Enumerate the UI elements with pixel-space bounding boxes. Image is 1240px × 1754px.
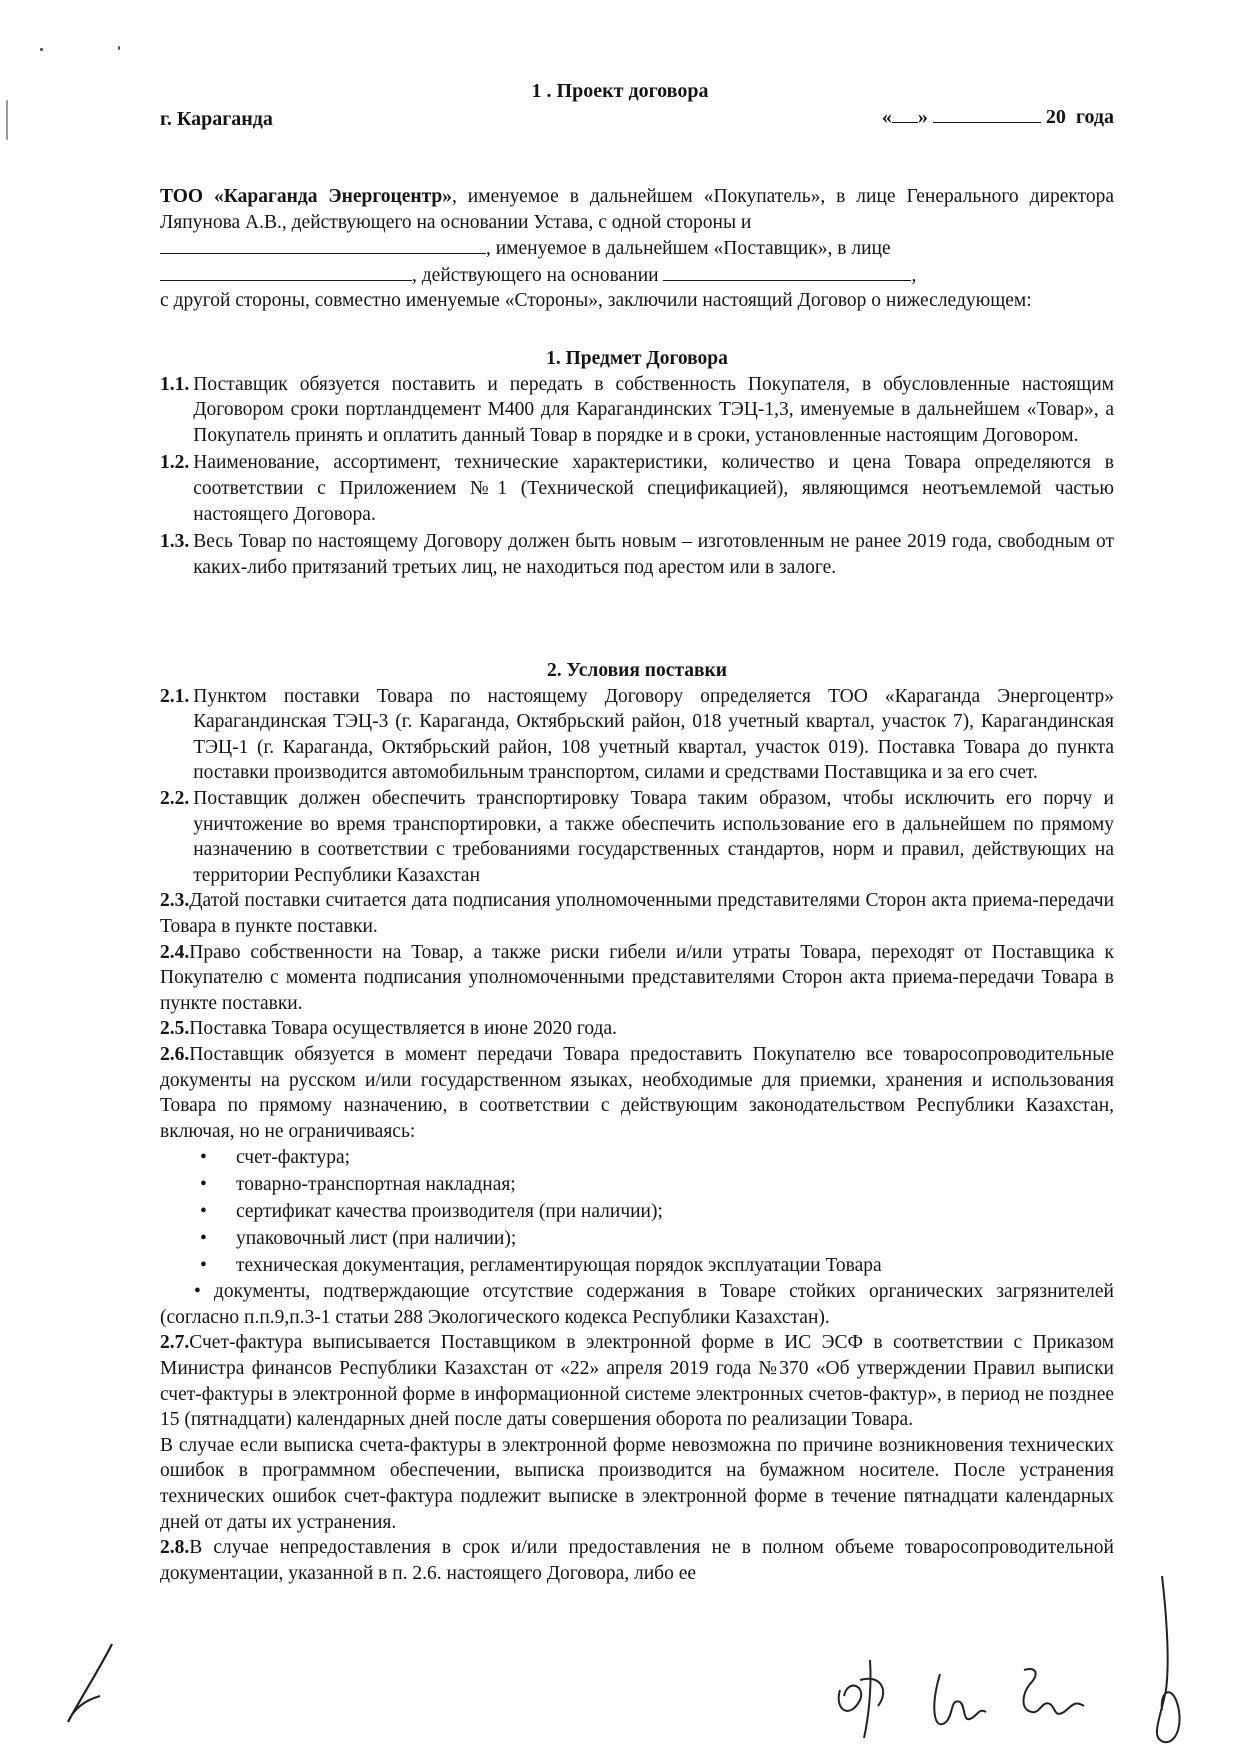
section-2 [160, 658, 1114, 1586]
basis-blank [663, 262, 911, 281]
preamble-para-2: , именуемое в дальнейшем «Поставщик», в лице [160, 235, 1114, 262]
clause-1-2: 1.2. Наименование, ассортимент, технические характеристики, количество и цена Товара определяются в соответствии с Приложением №1 (Технической спецификацией), являющимся неотъемлемой частью настоящего Договора. [160, 452, 1114, 525]
signature-2 [920, 1668, 990, 1738]
signature-initials-left [60, 1638, 120, 1728]
scan-speck [6, 100, 8, 140]
signature-3 [1010, 1660, 1090, 1730]
documents-list-extra: • документы, подтверждающие отсутствие содержания в Товаре стойких органических загрязнителей (согласно п.п.9,п.3-1 статьи 288 Экологического кодекса Республики Казахстан). [160, 1281, 1114, 1328]
list-item: • сертификат качества производителя (при наличии); [200, 1198, 1114, 1225]
preamble-para-3: , действующего на основании , [160, 262, 1114, 289]
section-1-heading: 1. Предмет Договора [546, 348, 728, 369]
list-item: • техническая документация, регламентирующая порядок эксплуатации Товара [200, 1252, 1114, 1279]
preamble-para-1: ТОО «Караганда Энергоцентр», именуемое в дальнейшем «Покупатель», в лице Генерального директора Ляпунова А.В., действующего на основании Устава, с одной стороны и [160, 186, 1114, 233]
clause-2-4: 2.4.Право собственности на Товар, а также риски гибели и/или утраты Товара, переходят от Поставщика к Покупателю с момента подписания уполномоченными представителями Сторон акта приема-передачи Товара в пункте поставки. [160, 941, 1114, 1014]
clause-2-6: 2.6.Поставщик обязуется в момент передачи Товара предоставить Покупателю все товаросопроводительные документы на русском и/или государственном языках, необходимые для приемки, хранения и использования Товара по прямому назначению, в соответствии с действующим законодательством Республики Казахстан, включая, но не ограничиваясь: [160, 1043, 1114, 1142]
documents-list [160, 1144, 1114, 1279]
list-item: • товарно-транспортная накладная; [200, 1171, 1114, 1198]
clause-1-3: 1.3. Весь Товар по настоящему Договору должен быть новым – изготовленным не ранее 2019 года, свободным от каких-либо притязаний третьих лиц, не находиться под арестом или в залоге. [160, 531, 1114, 578]
contract-city: г. Караганда [160, 108, 273, 130]
contract-date: « » 20 года [881, 106, 1114, 128]
preamble-para-4: с другой стороны, совместно именуемые «Стороны», заключили настоящий Договор о нижеследующем: [160, 290, 1032, 312]
signature-1 [830, 1650, 920, 1740]
scan-speck [118, 46, 120, 50]
document-title: 1 . Проект договора [531, 80, 709, 102]
scan-speck [40, 48, 43, 51]
clause-2-5: 2.5.Поставка Товара осуществляется в июне 2020 года. [160, 1018, 617, 1040]
clause-2-7-paragraph-2: В случае если выписка счета-фактуры в электронной форме невозможна по причине возникновения технических ошибок в программном обеспечении, выписка производится на бумажном носителе. После устранения технических ошибок счет-фактура подлежит выписке в электронной форме в течение пятнадцати календарных дней от даты их устранения. [160, 1434, 1114, 1533]
clause-2-1: 2.1. Пунктом поставки Товара по настоящему Договору определяется ТОО «Караганда Энергоцентр» Карагандинская ТЭЦ-3 (г. Караганда, Октябрьский район, 018 учетный квартал, участок 7), Карагандинская ТЭЦ-1 (г. Караганда, Октябрьский район, 108 учетный квартал, участок 019). Поставка Товара до пункта поставки производится автомобильным транспортом, силами и средствами Поставщика и за его счет. [160, 685, 1114, 784]
section-2-heading: 2. Условия поставки [547, 660, 727, 681]
clause-2-8: 2.8.В случае непредоставления в срок и/или предоставления не в полном объеме товаросопроводительной документации, указанной в п. 2.6. настоящего Договора, либо ее [160, 1537, 1114, 1584]
clause-1-1: 1.1. Поставщик обязуется поставить и передать в собственность Покупателя, в обусловленные настоящим Договором сроки портландцемент М400 для Карагандинских ТЭЦ-1,3, именуемые в дальнейшем «Товар», а Покупатель принять и оплатить данный Товар в порядке и в сроки, установленные настоящим Договором. [160, 373, 1114, 446]
clause-2-7: 2.7.Счет-фактура выписывается Поставщиком в электронной форме в ИС ЭСФ в соответствии с Приказом Министра финансов Республики Казахстан от «22» апреля 2019 года №370 «Об утверждении Правил выписки счет-фактуры в электронной форме в информационной системе электронных счетов-фактур», в период не позднее 15 (пятнадцати) календарных дней после даты совершения оборота по реализации Товара. [160, 1332, 1114, 1431]
buyer-org: ТОО «Караганда Энергоцентр» [160, 186, 452, 207]
supplier-name-blank [160, 235, 486, 254]
clause-2-3: 2.3.Датой поставки считается дата подписания уполномоченными представителями Сторон акта приема-передачи Товара в пункте поставки. [160, 890, 1114, 937]
clause-2-2: 2.2. Поставщик должен обеспечить транспортировку Товара таким образом, чтобы исключить его порчу и уничтожение во время транспортировки, а также обеспечить использование его в дальнейшем по прямому назначению в соответствии с требованиями государственных стандартов, норм и правил, действующих на территории Республики Казахстан [160, 787, 1114, 886]
representative-blank [160, 262, 412, 281]
signature-right-margin [1140, 1570, 1190, 1750]
list-item: • счет-фактура; [200, 1144, 1114, 1171]
preamble [160, 184, 1114, 314]
list-item: • упаковочный лист (при наличии); [200, 1225, 1114, 1252]
section-1 [160, 346, 1114, 580]
